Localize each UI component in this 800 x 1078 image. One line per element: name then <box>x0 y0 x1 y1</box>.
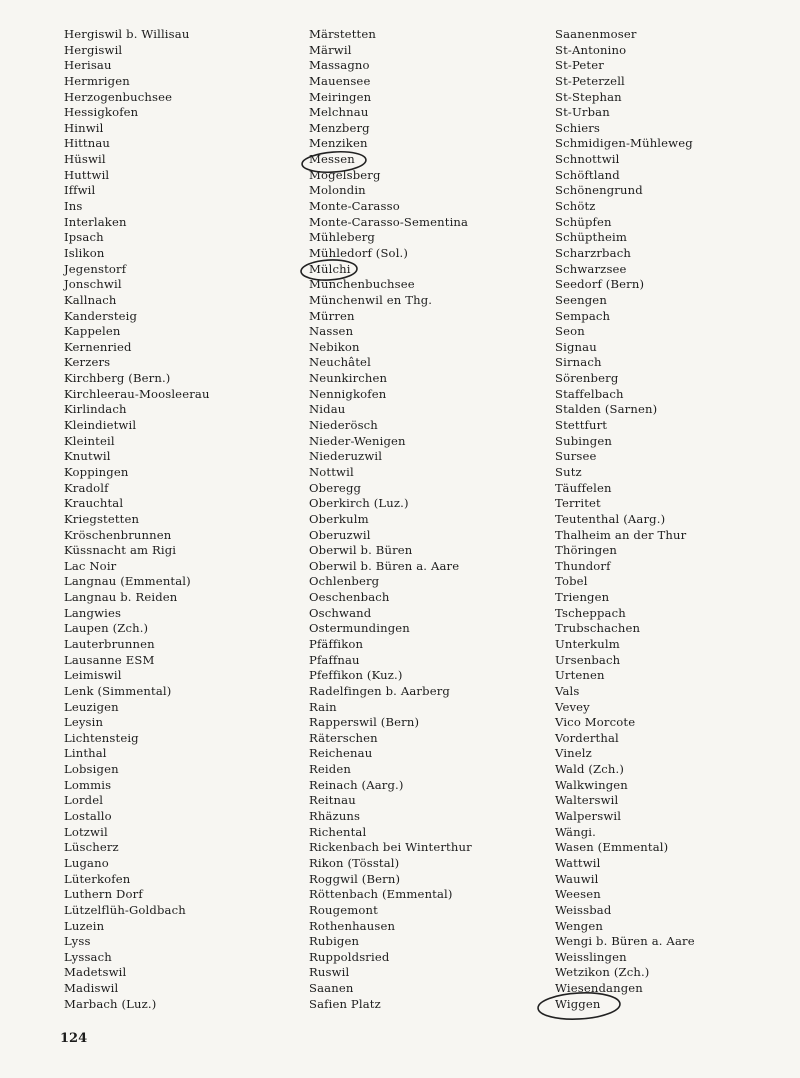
place-name-item: Lobsigen <box>64 762 119 777</box>
place-name-item: Territet <box>555 496 601 511</box>
place-name-item: Thöringen <box>555 543 617 558</box>
place-name-item: Weesen <box>555 887 601 902</box>
place-name-item: Monte-Carasso-Sementina <box>309 214 469 229</box>
place-name-item: Walkwingen <box>555 777 628 792</box>
place-name-item: Reichenau <box>309 746 373 761</box>
place-name-item: Wiesendangen <box>555 981 643 996</box>
place-name-item: Hergiswil b. Willisau <box>64 27 190 41</box>
place-name-item: Pfäffikon <box>309 636 364 651</box>
place-name-item: Sörenberg <box>555 371 619 386</box>
place-name-item: Roggwil (Bern) <box>309 871 401 886</box>
place-name-item: Lotzwil <box>64 824 108 839</box>
place-name-item: Sursee <box>555 449 597 464</box>
place-name-item: Märstetten <box>309 27 376 41</box>
place-name-item: Scharzrbach <box>555 245 631 260</box>
place-name-item: Nassen <box>309 324 354 339</box>
place-name-item: Melchnau <box>309 105 369 120</box>
place-name-item: Subingen <box>555 433 612 448</box>
place-name-item: Marbach (Luz.) <box>64 996 157 1011</box>
place-name-item: Schönengrund <box>555 183 643 198</box>
place-name-item: Weissbad <box>555 902 612 917</box>
place-name-item: Lauterbrunnen <box>64 636 155 651</box>
place-name-item: Herisau <box>64 58 112 73</box>
place-name-item: Sutz <box>555 464 582 479</box>
place-name-item: Lichtensteig <box>64 730 139 745</box>
place-name-item: Lugano <box>64 855 109 870</box>
place-name-item: Ruppoldsried <box>309 949 390 964</box>
place-name-item: Sempach <box>555 308 611 323</box>
place-name-item: Schöftland <box>555 167 620 182</box>
place-name-item: Kirchleerau-Moosleerau <box>64 386 210 401</box>
place-name-item: St-Stephan <box>555 89 622 104</box>
place-name-item: Thalheim an der Thur <box>555 527 687 542</box>
place-name-item: Ostermundingen <box>309 621 410 636</box>
place-name-item: Märwil <box>309 42 352 57</box>
place-list-column-3 <box>555 27 695 1012</box>
place-name-item: Kerzers <box>64 355 111 370</box>
place-name-item: Madetswil <box>64 965 127 980</box>
place-name-item: Lützelflüh-Goldbach <box>64 902 186 917</box>
place-name-item: Röttenbach (Emmental) <box>309 887 453 902</box>
place-name-item: Teutenthal (Aarg.) <box>555 511 666 526</box>
place-name-item: Radelfingen b. Aarberg <box>309 683 450 698</box>
place-name-item: Lordel <box>64 793 104 808</box>
place-name-item: Oberkirch (Luz.) <box>309 496 409 511</box>
place-name-item: Linthal <box>64 746 107 761</box>
place-name-item: Triengen <box>555 590 610 605</box>
place-name-item: Seon <box>555 324 585 339</box>
place-name-item: Mürren <box>309 308 355 323</box>
place-name-item: Leimiswil <box>64 668 122 683</box>
place-name-item: Walperswil <box>555 809 622 824</box>
place-name-item: Oberegg <box>309 480 362 495</box>
place-name-item: Langnau (Emmental) <box>64 574 191 589</box>
place-name-item: Herzogenbuchsee <box>64 89 173 104</box>
place-name-item: Pfeffikon (Kuz.) <box>309 668 403 683</box>
place-name-item: Reitnau <box>309 793 356 808</box>
place-name-item: Saanenmoser <box>555 27 637 41</box>
place-name-item: Oschwand <box>309 605 372 620</box>
place-name-item: Massagno <box>309 58 370 73</box>
place-name-item: Mauensee <box>309 73 371 88</box>
place-name-item: Monte-Carasso <box>309 199 400 214</box>
place-name-item: Neuchâtel <box>309 355 371 370</box>
place-name-item: Rapperswil (Bern) <box>309 715 420 730</box>
place-name-item: Oberkulm <box>309 511 369 526</box>
place-name-item: Wald (Zch.) <box>555 762 625 777</box>
place-name-item: Madiswil <box>64 981 119 996</box>
place-name-item: Luthern Dorf <box>64 887 143 902</box>
place-name-item: Ipsach <box>64 230 104 245</box>
place-name-item: Rougemont <box>309 902 378 917</box>
place-name-item: Ursenbach <box>555 652 621 667</box>
place-name-item: Nennigkofen <box>309 386 387 401</box>
place-name-item: Oberuzwil <box>309 527 371 542</box>
place-name-item: Oberwil b. Büren <box>309 543 413 558</box>
place-name-item: Kallnach <box>64 292 117 307</box>
place-name-item: Safien Platz <box>309 996 381 1011</box>
place-name-item: Richental <box>309 824 367 839</box>
place-name-item: Hüswil <box>64 152 106 167</box>
place-name-item: Rikon (Tösstal) <box>309 855 400 870</box>
place-name-item: Stalden (Sarnen) <box>555 402 658 417</box>
place-name-item: Oeschenbach <box>309 590 390 605</box>
place-name-item: Wetzikon (Zch.) <box>555 965 650 980</box>
place-name-item: Jegenstorf <box>64 261 127 276</box>
place-list-column-1 <box>64 27 210 1012</box>
place-name-item: Koppingen <box>64 464 129 479</box>
place-name-item: Vevey <box>555 699 590 714</box>
place-name-item: Rain <box>309 699 337 714</box>
place-name-item: Reinach (Aarg.) <box>309 777 404 792</box>
place-name-item: Vinelz <box>555 746 592 761</box>
place-name-item: Reiden <box>309 762 351 777</box>
place-name-item: Schiers <box>555 120 601 135</box>
place-name-item: Luzein <box>64 918 105 933</box>
place-name-item: Küssnacht am Rigi <box>64 543 177 558</box>
place-name-item: Lüterkofen <box>64 871 131 886</box>
place-name-item: Tscheppach <box>555 605 626 620</box>
place-name-item: Vico Morcote <box>555 715 636 730</box>
place-name-item: Langwies <box>64 605 122 620</box>
place-name-item: Kernenried <box>64 339 132 354</box>
place-name-item: Menzberg <box>309 120 370 135</box>
place-name-item: Rhäzuns <box>309 809 361 824</box>
place-name-item: Schmidigen-Mühleweg <box>555 136 693 151</box>
place-name-item: Niederuzwil <box>309 449 383 464</box>
place-name-item: Mühledorf (Sol.) <box>309 245 409 260</box>
place-name-item: Rubigen <box>309 934 360 949</box>
place-name-item: Sirnach <box>555 355 602 370</box>
place-name-item: Rickenbach bei Winterthur <box>309 840 472 855</box>
place-name-item: Saanen <box>309 981 354 996</box>
place-name-item: Wängi. <box>555 824 597 839</box>
place-name-item: Lostallo <box>64 809 112 824</box>
place-name-item: Messen <box>309 152 355 167</box>
place-name-item: St-Peter <box>555 58 604 73</box>
page-number: 124 <box>60 1031 88 1046</box>
place-name-item: Tobel <box>555 574 588 589</box>
place-name-item: Schötz <box>555 199 596 214</box>
place-name-item: Hessigkofen <box>64 105 139 120</box>
place-name-item: Trubschachen <box>555 621 641 636</box>
place-name-item: Menziken <box>309 136 368 151</box>
place-name-item: Wauwil <box>555 871 599 886</box>
place-name-item: Nottwil <box>309 464 354 479</box>
place-name-item: Lenk (Simmental) <box>64 683 172 698</box>
place-name-item: Kriegstetten <box>64 511 140 526</box>
place-name-item: Walterswil <box>555 793 619 808</box>
place-name-item: Ins <box>64 199 83 214</box>
place-name-item: Wengi b. Büren a. Aare <box>555 934 695 949</box>
place-name-item: Räterschen <box>309 730 378 745</box>
place-name-item: Kirchberg (Bern.) <box>64 371 171 386</box>
place-name-item: Niederösch <box>309 418 378 433</box>
place-name-item: Wengen <box>555 918 603 933</box>
place-name-item: Hermrigen <box>64 73 130 88</box>
place-name-item: Kleindietwil <box>64 418 137 433</box>
place-name-item: St-Urban <box>555 105 610 120</box>
place-name-item: Kirlindach <box>64 402 127 417</box>
place-name-item: Lüscherz <box>64 840 119 855</box>
place-name-item: Kandersteig <box>64 308 138 323</box>
place-name-item: St-Peterzell <box>555 73 625 88</box>
place-name-item: Huttwil <box>64 167 110 182</box>
place-name-item: Schwarzsee <box>555 261 627 276</box>
place-name-item: Vorderthal <box>555 730 619 745</box>
place-name-item: Signau <box>555 339 597 354</box>
place-name-item: Schnottwil <box>555 152 620 167</box>
place-list-column-2 <box>309 27 472 1012</box>
place-name-item: Molondin <box>309 183 366 198</box>
place-name-item: Münchenwil en Thg. <box>309 292 433 307</box>
place-name-item: Lommis <box>64 777 112 792</box>
place-name-item: Mogelsberg <box>309 167 381 182</box>
place-name-item: Unterkulm <box>555 636 620 651</box>
place-name-item: Mühleberg <box>309 230 375 245</box>
place-name-item: Kappelen <box>64 324 121 339</box>
place-name-item: Hinwil <box>64 120 104 135</box>
place-name-item: Wasen (Emmental) <box>555 840 669 855</box>
place-name-item: Wattwil <box>555 855 601 870</box>
place-name-item: Meiringen <box>309 89 372 104</box>
place-name-item: Wiggen <box>555 996 601 1011</box>
place-name-item: Hergiswil <box>64 42 123 57</box>
place-name-item: Pfaffnau <box>309 652 360 667</box>
place-name-item: Oberwil b. Büren a. Aare <box>309 558 460 573</box>
place-name-item: Lyss <box>64 934 91 949</box>
place-name-item: Seengen <box>555 292 607 307</box>
place-name-item: Leuzigen <box>64 699 119 714</box>
place-name-item: Lyssach <box>64 949 112 964</box>
place-name-item: Schüpfen <box>555 214 612 229</box>
place-name-item: Ruswil <box>309 965 350 980</box>
place-name-item: Kröschenbrunnen <box>64 527 172 542</box>
place-name-item: Knutwil <box>64 449 111 464</box>
place-name-item: Jonschwil <box>64 277 122 292</box>
place-name-item: Laupen (Zch.) <box>64 621 149 636</box>
place-name-item: Nidau <box>309 402 346 417</box>
place-name-item: Vals <box>555 683 580 698</box>
place-name-item: Schüptheim <box>555 230 627 245</box>
place-name-item: Lausanne ESM <box>64 652 155 667</box>
place-name-item: Langnau b. Reiden <box>64 590 178 605</box>
place-name-item: Nieder-Wenigen <box>309 433 406 448</box>
place-name-item: Täuffelen <box>555 480 612 495</box>
place-name-item: Nebikon <box>309 339 360 354</box>
place-name-item: Lac Noir <box>64 558 117 573</box>
place-name-item: Leysin <box>64 715 104 730</box>
place-name-item: Staffelbach <box>555 386 624 401</box>
place-name-item: Iffwil <box>64 183 96 198</box>
place-name-item: Kradolf <box>64 480 109 495</box>
place-name-item: Kleinteil <box>64 433 115 448</box>
place-name-item: Rothenhausen <box>309 918 396 933</box>
place-name-item: Krauchtal <box>64 496 124 511</box>
place-name-item: Neunkirchen <box>309 371 388 386</box>
place-name-item: Seedorf (Bern) <box>555 277 645 292</box>
place-name-item: Mülchi <box>309 261 351 276</box>
place-name-item: Weisslingen <box>555 949 627 964</box>
place-name-item: St-Antonino <box>555 42 627 57</box>
place-name-item: Thundorf <box>555 558 611 573</box>
place-name-item: Urtenen <box>555 668 605 683</box>
place-name-item: Hittnau <box>64 136 111 151</box>
place-name-item: Islikon <box>64 245 105 260</box>
place-name-item: Münchenbuchsee <box>309 277 415 292</box>
place-name-item: Interlaken <box>64 214 127 229</box>
place-name-item: Stettfurt <box>555 418 608 433</box>
place-name-item: Ochlenberg <box>309 574 380 589</box>
